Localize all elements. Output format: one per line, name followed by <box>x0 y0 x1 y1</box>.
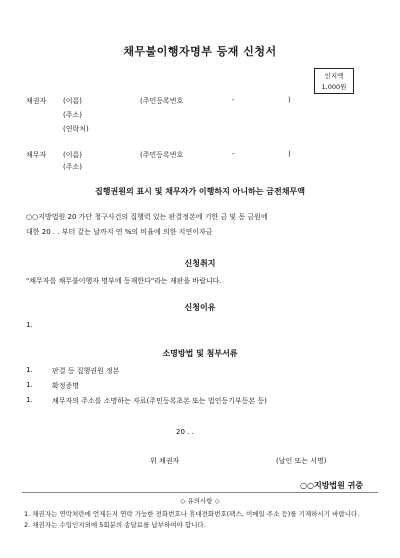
debt-line-2: 대한 20 . . 부터 갚는 날까지 연 %의 비율에 의한 지연이자금 <box>26 228 213 236</box>
creditor-rrn-label: (주민등록번호 <box>140 97 184 105</box>
creditor-rrn-close: ) <box>288 96 291 104</box>
evidence-text-3: 채무자의 주소를 소명하는 자료(주민등록초본 또는 법인등기부등본 등) <box>52 397 267 405</box>
evidence-num-3: 1. <box>26 396 33 404</box>
section-heading-purpose: 신청취지 <box>184 259 216 268</box>
section-heading-debt: 집행권원의 표시 및 채무자가 이행하지 아니하는 금전채무액 <box>95 187 305 196</box>
court-name: ○○지방법원 귀중 <box>300 481 364 490</box>
evidence-num-1: 1. <box>26 366 33 374</box>
notes-divider <box>22 492 378 493</box>
debt-line-1: ○○지방법원 20 가단 청구사건의 집행력 있는 판결정본에 기한 금 및 동 금원에 <box>26 213 268 221</box>
stamp-label: 인지액 <box>324 72 344 80</box>
creditor-address-label: (주소) <box>63 111 82 119</box>
debtor-label: 채무자 <box>26 151 47 159</box>
signature-label: 위 채권자 <box>150 457 180 465</box>
creditor-label: 채권자 <box>26 97 47 105</box>
debtor-rrn-close: ) <box>288 150 291 158</box>
creditor-rrn-dash: - <box>232 96 235 104</box>
creditor-name-label: (이름) <box>63 97 82 105</box>
evidence-text-1: 판결 등 집행권원 정본 <box>52 367 120 375</box>
debtor-name-label: (이름) <box>63 151 82 159</box>
reason-item-1: 1. <box>26 321 33 329</box>
evidence-num-2: 1. <box>26 381 33 389</box>
evidence-text-2: 확정증명 <box>52 382 80 390</box>
date-line: 20 . . <box>176 428 194 436</box>
creditor-contact-label: (연락처) <box>63 125 89 133</box>
debtor-rrn-dash: - <box>232 150 235 158</box>
debtor-address-label: (주소) <box>63 163 82 171</box>
section-heading-reason: 신청이유 <box>184 303 216 312</box>
purpose-text: "채무자를 채무불이행자 명부에 등재한다"라는 재판을 바랍니다. <box>26 277 222 285</box>
stamp-amount: 1,000원 <box>321 83 347 91</box>
note-item-1: 1. 채권자는 연락처란에 언제든지 연락 가능한 전화번호나 휴대전화번호(팩스, 이메일 주소 등)를 기재하시기 바랍니다. <box>24 510 360 518</box>
note-item-2: 2. 채권자는 수입인지외에 5회분의 송달료를 납부하여야 합니다. <box>24 521 206 529</box>
notes-title: ◇ 유의사항 ◇ <box>180 497 220 505</box>
section-heading-evidence: 소명방법 및 첨부서류 <box>162 349 238 358</box>
stamp-box <box>314 68 354 94</box>
signature-seal: (날인 또는 서명) <box>276 457 327 465</box>
debtor-rrn-label: (주민등록번호 <box>140 151 184 159</box>
document-title: 채무불이행자명부 등재 신청서 <box>123 45 277 58</box>
